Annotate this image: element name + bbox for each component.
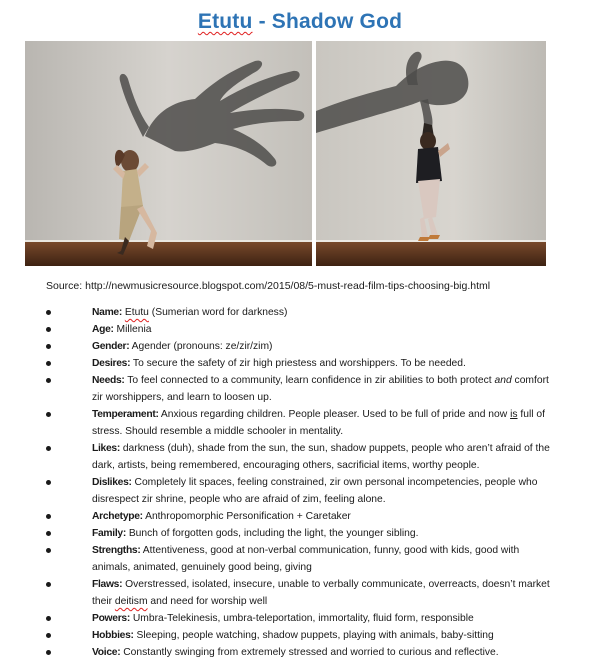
trait-gender: Gender: Agender (pronouns: ze/zir/zim) — [46, 338, 556, 355]
trait-temperament: Temperament: Anxious regarding children. People pleaser. Used to be full of pride and now is full of stress. Should resemble a middle schooler in mentality. — [46, 406, 556, 440]
trait-archetype: Archetype: Anthropomorphic Personification + Caretaker — [46, 508, 556, 525]
trait-hobbies: Hobbies: Sleeping, people watching, shadow puppets, playing with animals, baby-sitting — [46, 627, 556, 644]
trait-voice: Voice: Constantly swinging from extremely stressed and worried to curious and reflective. — [46, 644, 556, 661]
title-suffix: - Shadow God — [252, 10, 403, 33]
trait-flaws: Flaws: Overstressed, isolated, insecure, unable to verbally communicate, overreacts, doesn’t market their deitism and need for worship well — [46, 576, 556, 610]
trait-strengths: Strengths: Attentiveness, good at non-verbal communication, funny, good with kids, good with animals, animated, genuinely good being, giving — [46, 542, 556, 576]
trait-age: Age: Millenia — [46, 321, 556, 338]
shadow-hand-photo-right — [316, 41, 546, 266]
photo-left — [25, 41, 312, 266]
trait-family: Family: Bunch of forgotten gods, including the light, the younger sibling. — [46, 525, 556, 542]
trait-needs: Needs: To feel connected to a community, learn confidence in zir abilities to both protect and comfort zir worshippers, and learn to loosen up. — [46, 372, 556, 406]
photo-right — [316, 41, 546, 266]
shadow-hand-photo-left — [25, 41, 312, 266]
trait-name: Name: Etutu (Sumerian word for darkness) — [46, 304, 556, 321]
image-source-credit: Source: http://newmusicresource.blogspot.com/2015/08/5-must-read-film-tips-choosing-big.html — [46, 280, 491, 292]
trait-likes: Likes: darkness (duh), shade from the sun, the sun, shadow puppets, people who aren’t afraid of the dark, artists, being remembered, encouraging others, sacrificial items, worthy people. — [46, 440, 556, 474]
trait-powers: Powers: Umbra-Telekinesis, umbra-teleportation, immortality, fluid form, responsible — [46, 610, 556, 627]
character-traits-list — [46, 304, 556, 661]
trait-desires: Desires: To secure the safety of zir high priestess and worshippers. To be needed. — [46, 355, 556, 372]
character-name-word: Etutu — [124, 307, 149, 318]
trait-dislikes: Dislikes: Completely lit spaces, feeling constrained, zir own personal incompetencies, people who disrespect zir shrine, people who are afraid of zim, feeling alone. — [46, 474, 556, 508]
page-title — [0, 10, 600, 34]
deitism-word: deitism — [114, 596, 148, 607]
title-name: Etutu — [197, 10, 253, 33]
